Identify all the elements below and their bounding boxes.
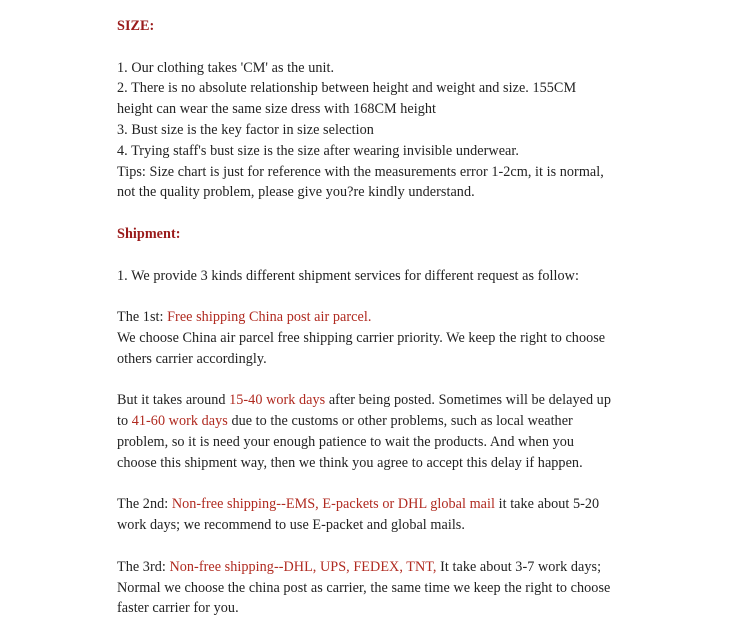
shipment-heading: Shipment: [117, 225, 181, 242]
delay-line-1 [117, 390, 677, 411]
shipment-option-1 [117, 307, 677, 328]
delay-text: to [117, 413, 132, 430]
option-1-highlight: Free shipping China post air parcel. [167, 309, 372, 326]
delay-line-4: choose this shipment way, then we think you agree to accept this delay if happen. [117, 454, 583, 471]
shipment-intro: 1. We provide 3 kinds different shipment services for different request as follow: [117, 267, 579, 284]
size-rule-3: 3. Bust size is the key factor in size selection [117, 121, 374, 138]
size-tips-line-1: Tips: Size chart is just for reference with the measurements error 1-2cm, it is normal, [117, 163, 604, 180]
option-3-detail-line-1: Normal we choose the china post as carrier, the same time we keep the right to choose [117, 579, 611, 596]
option-1-detail-line-1: We choose China air parcel free shipping carrier priority. We keep the right to choose [117, 329, 606, 346]
spacer [117, 203, 677, 224]
size-rule-2-line-2: height can wear the same size dress with 168CM height [117, 101, 437, 118]
option-2-highlight: Non-free shipping--EMS, E-packets or DHL global mail [171, 496, 496, 513]
spacer [117, 474, 677, 495]
option-2-suffix: it take about 5-20 [495, 496, 600, 513]
option-2-detail: work days; we recommend to use E-packet and global mails. [117, 517, 465, 534]
spacer [117, 37, 677, 58]
delay-line-2 [117, 411, 677, 432]
delay-text: after being posted. Sometimes will be delayed up [325, 392, 611, 409]
size-rule-2-line-1: 2. There is no absolute relationship between height and weight and size. 155CM [117, 80, 577, 97]
option-3-highlight: Non-free shipping--DHL, UPS, FEDEX, TNT, [169, 558, 437, 575]
delay-days-2: 41-60 work days [131, 413, 228, 430]
size-tips-line-2: not the quality problem, please give you?re kindly understand. [117, 184, 475, 201]
shipment-option-3 [117, 557, 677, 578]
size-rule-1: 1. Our clothing takes 'CM' as the unit. [117, 59, 335, 76]
product-description [117, 16, 677, 619]
delay-days-1: 15-40 work days [229, 392, 326, 409]
option-1-detail-line-2: others carrier accordingly. [117, 350, 267, 367]
spacer [117, 536, 677, 557]
delay-text: But it takes around [117, 392, 230, 409]
spacer [117, 286, 677, 307]
option-1-prefix: The 1st: [117, 309, 168, 326]
option-3-prefix: The 3rd: [117, 558, 170, 575]
spacer [117, 245, 677, 266]
delay-text: due to the customs or other problems, such as local weather [227, 413, 573, 430]
size-heading: SIZE: [117, 18, 155, 34]
delay-line-3: problem, so it is need your enough patience to wait the products. And when you [117, 433, 575, 450]
option-2-prefix: The 2nd: [117, 496, 172, 513]
spacer [117, 370, 677, 391]
size-rule-4: 4. Trying staff's bust size is the size after wearing invisible underwear. [117, 142, 519, 159]
option-3-detail-line-2: faster carrier for you. [117, 600, 239, 617]
option-3-suffix: It take about 3-7 work days; [436, 558, 602, 575]
shipment-option-2 [117, 494, 677, 515]
